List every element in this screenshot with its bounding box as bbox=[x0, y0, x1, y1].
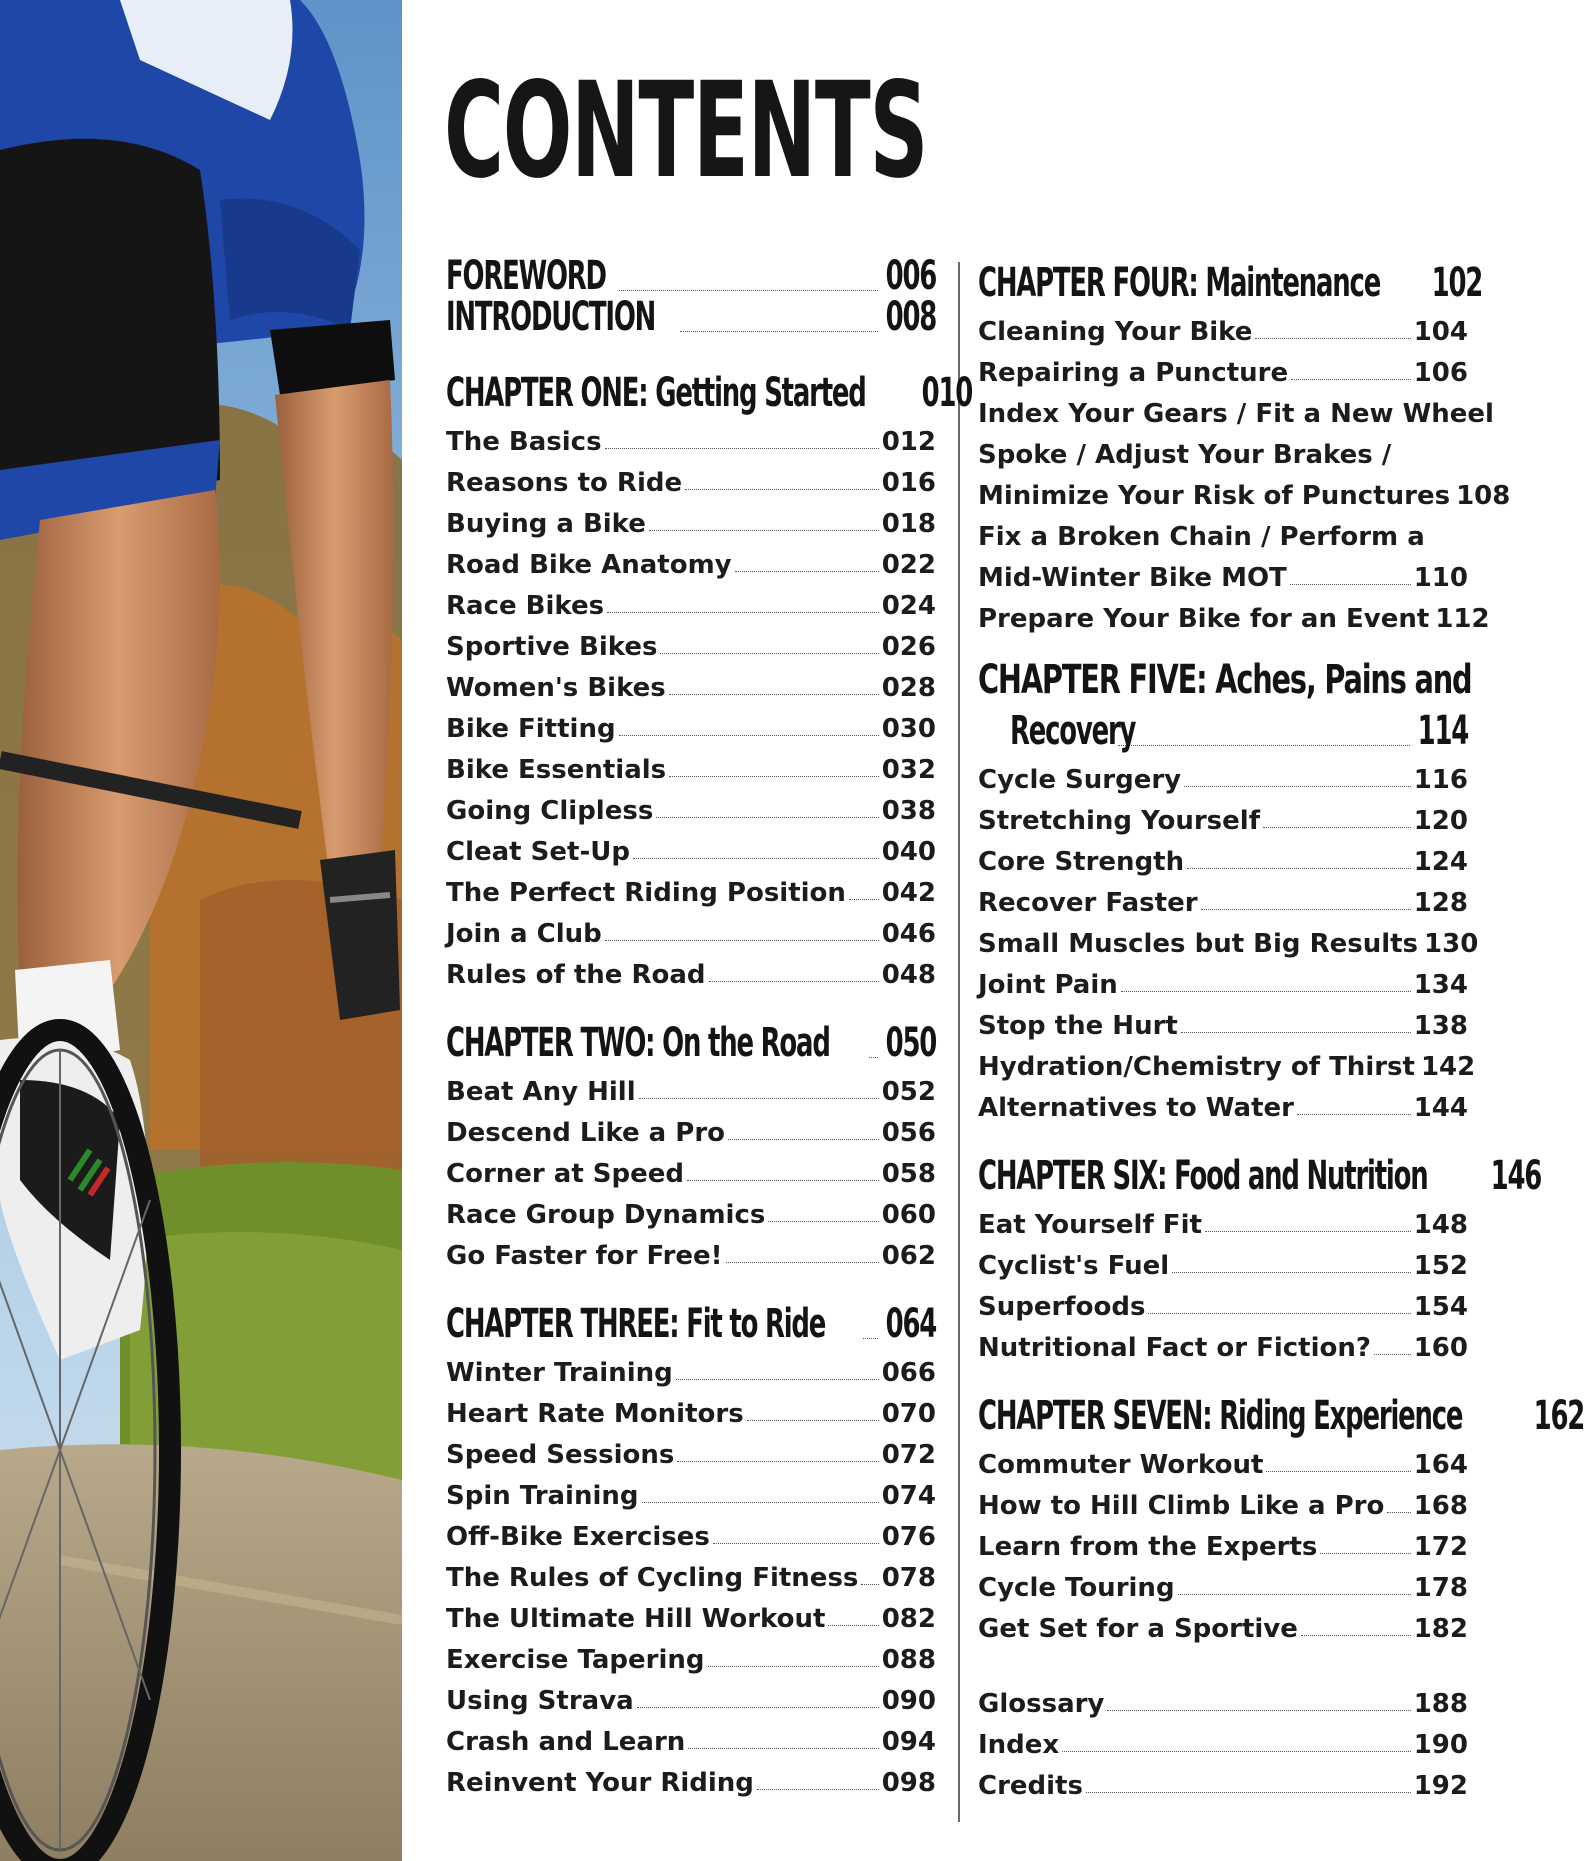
dot-leader bbox=[619, 290, 878, 291]
entry-title: Learn from the Experts bbox=[978, 1532, 1318, 1562]
page-number: 028 bbox=[881, 673, 936, 703]
toc-entry[interactable] bbox=[978, 836, 1468, 877]
chapter-heading[interactable] bbox=[446, 1018, 936, 1066]
chapter-name: Getting Started bbox=[655, 370, 866, 416]
section-gap bbox=[446, 1271, 936, 1299]
dot-leader bbox=[605, 940, 879, 941]
entry-title: Small Muscles but Big Results bbox=[978, 929, 1419, 959]
front-matter-entry[interactable] bbox=[446, 294, 936, 340]
section-gap bbox=[978, 1363, 1468, 1391]
dot-leader bbox=[1291, 379, 1411, 380]
dot-leader bbox=[1374, 1354, 1411, 1355]
section-gap bbox=[446, 990, 936, 1018]
page-number: 088 bbox=[881, 1645, 936, 1675]
entry-title: Heart Rate Monitors bbox=[446, 1399, 744, 1429]
entry-title: Superfoods bbox=[978, 1292, 1146, 1322]
toc-entry[interactable] bbox=[446, 1388, 936, 1429]
dot-leader bbox=[1181, 1032, 1411, 1033]
dot-leader bbox=[1148, 1313, 1410, 1314]
entry-title: The Perfect Riding Position bbox=[446, 878, 846, 908]
entry-title: Bike Fitting bbox=[446, 714, 616, 744]
entry-title: Index bbox=[978, 1730, 1060, 1760]
dot-leader bbox=[849, 899, 879, 900]
page-number: 192 bbox=[1413, 1771, 1468, 1801]
section-gap bbox=[978, 1123, 1468, 1151]
dot-leader bbox=[633, 858, 879, 859]
entry-title: Speed Sessions bbox=[446, 1440, 675, 1470]
page-number: 102 bbox=[1431, 260, 1482, 306]
toc-entry[interactable] bbox=[978, 1678, 1468, 1719]
dot-leader bbox=[656, 817, 878, 818]
chapter-title bbox=[978, 1153, 1427, 1199]
entry-title: Credits bbox=[978, 1771, 1083, 1801]
dot-leader bbox=[726, 1262, 879, 1263]
page-number: 120 bbox=[1413, 806, 1468, 836]
toc-entry[interactable] bbox=[978, 1082, 1468, 1123]
section-gap bbox=[978, 1644, 1468, 1678]
page-number: 178 bbox=[1413, 1573, 1468, 1603]
dot-leader bbox=[768, 1221, 878, 1222]
entry-title: Joint Pain bbox=[978, 970, 1118, 1000]
chapter-heading[interactable] bbox=[978, 258, 1482, 306]
toc-right-column bbox=[978, 258, 1585, 1801]
toc-entry[interactable] bbox=[446, 785, 936, 826]
page-number: 026 bbox=[881, 632, 936, 662]
entry-title: Road Bike Anatomy bbox=[446, 550, 732, 580]
page-number: 016 bbox=[881, 468, 936, 498]
toc-entry[interactable] bbox=[446, 662, 936, 703]
dot-leader bbox=[676, 1379, 879, 1380]
toc-entry[interactable] bbox=[446, 1107, 936, 1148]
page-number: 012 bbox=[881, 427, 936, 457]
toc-entry-wrapped-line[interactable]: Index Your Gears / Fit a New Wheel bbox=[978, 399, 1494, 429]
chapter-label: CHAPTER ONE: bbox=[446, 370, 648, 416]
toc-entry[interactable] bbox=[446, 457, 936, 498]
dot-leader bbox=[1290, 584, 1411, 585]
entry-title: Using Strava bbox=[446, 1686, 634, 1716]
toc-entry-wrapped-line[interactable]: Fix a Broken Chain / Perform a bbox=[978, 522, 1425, 552]
page-number: 082 bbox=[881, 1604, 936, 1634]
entry-title: Commuter Workout bbox=[978, 1450, 1264, 1480]
dot-leader bbox=[747, 1420, 879, 1421]
page-number: 160 bbox=[1413, 1333, 1468, 1363]
page-number: 074 bbox=[881, 1481, 936, 1511]
page-number: 032 bbox=[881, 755, 936, 785]
toc-entry[interactable] bbox=[978, 918, 1479, 959]
toc-entry[interactable] bbox=[446, 1675, 936, 1716]
page-number: 030 bbox=[881, 714, 936, 744]
page-number: 064 bbox=[885, 1301, 936, 1347]
entry-title: Reinvent Your Riding bbox=[446, 1768, 754, 1798]
toc-entry[interactable] bbox=[978, 1603, 1468, 1644]
page-number: 188 bbox=[1413, 1689, 1468, 1719]
toc-entry[interactable] bbox=[978, 1041, 1476, 1082]
toc-entry[interactable] bbox=[978, 1439, 1468, 1480]
entry-title: The Rules of Cycling Fitness bbox=[446, 1563, 859, 1593]
toc-entry[interactable] bbox=[446, 539, 936, 580]
dot-leader bbox=[687, 1180, 879, 1181]
dot-leader bbox=[649, 530, 879, 531]
page-number: 050 bbox=[885, 1020, 936, 1066]
dot-leader bbox=[869, 1057, 878, 1058]
dot-leader bbox=[1297, 1114, 1411, 1115]
toc-entry[interactable] bbox=[978, 1562, 1468, 1603]
chapter-name: Riding Experience bbox=[1219, 1393, 1463, 1439]
page-number: 058 bbox=[881, 1159, 936, 1189]
page-number: 070 bbox=[881, 1399, 936, 1429]
dot-leader bbox=[680, 331, 877, 332]
page-number: 152 bbox=[1413, 1251, 1468, 1281]
entry-title: Recover Faster bbox=[978, 888, 1198, 918]
chapter-label: CHAPTER SEVEN: bbox=[978, 1393, 1212, 1439]
entry-title: Repairing a Puncture bbox=[978, 358, 1289, 388]
chapter-heading[interactable] bbox=[978, 1151, 1541, 1199]
page-number: 052 bbox=[881, 1077, 936, 1107]
entry-title: Descend Like a Pro bbox=[446, 1118, 726, 1148]
toc-entry[interactable] bbox=[446, 1429, 936, 1470]
toc-entry[interactable] bbox=[446, 908, 936, 949]
entry-title: How to Hill Climb Like a Pro bbox=[978, 1491, 1385, 1521]
dot-leader bbox=[1118, 745, 1410, 746]
chapter-name: Food and Nutrition bbox=[1174, 1153, 1428, 1199]
page-number: 168 bbox=[1413, 1491, 1468, 1521]
toc-entry[interactable] bbox=[446, 867, 936, 908]
chapter-title bbox=[978, 260, 1380, 306]
page-number: 172 bbox=[1413, 1532, 1468, 1562]
chapter-name: Maintenance bbox=[1205, 260, 1381, 306]
toc-entry[interactable] bbox=[446, 949, 936, 990]
toc-entry[interactable] bbox=[978, 1322, 1468, 1363]
chapter-heading[interactable] bbox=[446, 368, 972, 416]
page-number: 038 bbox=[881, 796, 936, 826]
cyclist-photo bbox=[0, 0, 402, 1861]
toc-entry[interactable] bbox=[978, 306, 1468, 347]
page-number: 018 bbox=[881, 509, 936, 539]
chapter-heading[interactable] bbox=[446, 1299, 936, 1347]
dot-leader bbox=[713, 1543, 879, 1544]
front-matter-title: INTRODUCTION bbox=[446, 294, 656, 340]
toc-entry[interactable] bbox=[446, 1757, 936, 1798]
section-gap bbox=[446, 340, 936, 368]
toc-left-column bbox=[446, 253, 972, 1798]
entry-title: Off-Bike Exercises bbox=[446, 1522, 710, 1552]
page-number: 190 bbox=[1413, 1730, 1468, 1760]
entry-title: Get Set for a Sportive bbox=[978, 1614, 1298, 1644]
page-number: 078 bbox=[881, 1563, 936, 1593]
chapter-label: CHAPTER THREE: bbox=[446, 1301, 679, 1347]
entry-title: Going Clipless bbox=[446, 796, 654, 826]
chapter-label: CHAPTER TWO: bbox=[446, 1020, 655, 1066]
dot-leader bbox=[1255, 338, 1410, 339]
entry-title: Prepare Your Bike for an Event bbox=[978, 604, 1430, 634]
dot-leader bbox=[1121, 991, 1411, 992]
dot-leader bbox=[1107, 1710, 1410, 1711]
page-number: 098 bbox=[881, 1768, 936, 1798]
toc-entry[interactable] bbox=[446, 1716, 936, 1757]
dot-leader bbox=[1301, 1635, 1411, 1636]
toc-entry[interactable] bbox=[978, 1480, 1468, 1521]
chapter-name: Aches, Pains and bbox=[1215, 657, 1472, 703]
entry-title: Mid-Winter Bike MOT bbox=[978, 563, 1287, 593]
page-number: 042 bbox=[881, 878, 936, 908]
toc-entry[interactable] bbox=[446, 1230, 936, 1271]
page-number: 128 bbox=[1413, 888, 1468, 918]
dot-leader bbox=[828, 1625, 878, 1626]
toc-entry[interactable] bbox=[446, 826, 936, 867]
chapter-label: CHAPTER FIVE: bbox=[978, 657, 1207, 703]
dot-leader bbox=[757, 1789, 879, 1790]
dot-leader bbox=[1178, 1594, 1411, 1595]
entry-title: Cleat Set-Up bbox=[446, 837, 630, 867]
chapter-title bbox=[446, 370, 866, 416]
page-number: 108 bbox=[1456, 481, 1511, 511]
page-number: 090 bbox=[881, 1686, 936, 1716]
entry-title: Sportive Bikes bbox=[446, 632, 658, 662]
toc-entry[interactable] bbox=[446, 580, 936, 621]
dot-leader bbox=[1172, 1272, 1411, 1273]
page-number: 144 bbox=[1413, 1093, 1468, 1123]
column-divider bbox=[958, 262, 960, 1822]
page-number: 112 bbox=[1435, 604, 1490, 634]
dot-leader bbox=[1184, 786, 1411, 787]
page-number: 146 bbox=[1490, 1153, 1541, 1199]
toc-entry[interactable] bbox=[978, 593, 1490, 634]
entry-title: The Basics bbox=[446, 427, 602, 457]
page-number: 072 bbox=[881, 1440, 936, 1470]
entry-title: Nutritional Fact or Fiction? bbox=[978, 1333, 1371, 1363]
toc-entry[interactable] bbox=[446, 1593, 936, 1634]
entry-title: Exercise Tapering bbox=[446, 1645, 705, 1675]
toc-entry-wrapped-line[interactable]: Spoke / Adjust Your Brakes / bbox=[978, 440, 1392, 470]
dot-leader bbox=[660, 653, 878, 654]
dot-leader bbox=[735, 571, 879, 572]
toc-entry[interactable] bbox=[446, 1189, 936, 1230]
entry-title: The Ultimate Hill Workout bbox=[446, 1604, 826, 1634]
dot-leader bbox=[863, 1338, 878, 1339]
chapter-heading-line-2[interactable] bbox=[978, 706, 1468, 754]
page-title: CONTENTS bbox=[444, 54, 928, 208]
entry-title: Eat Yourself Fit bbox=[978, 1210, 1202, 1240]
page-number: 024 bbox=[881, 591, 936, 621]
page-number: 046 bbox=[881, 919, 936, 949]
dot-leader bbox=[605, 448, 879, 449]
toc-entry[interactable] bbox=[446, 1470, 936, 1511]
page-number: 056 bbox=[881, 1118, 936, 1148]
page-number: 008 bbox=[885, 294, 936, 340]
entry-title: Winter Training bbox=[446, 1358, 673, 1388]
page-number: 138 bbox=[1413, 1011, 1468, 1041]
page-number: 022 bbox=[881, 550, 936, 580]
toc-entry[interactable] bbox=[446, 744, 936, 785]
entry-title: Cycle Touring bbox=[978, 1573, 1175, 1603]
page-number: 010 bbox=[921, 370, 972, 416]
dot-leader bbox=[709, 981, 879, 982]
dot-leader bbox=[861, 1584, 878, 1585]
toc-entry[interactable] bbox=[978, 347, 1468, 388]
page-number: 094 bbox=[881, 1727, 936, 1757]
toc-entry[interactable] bbox=[978, 1000, 1468, 1041]
toc-entry[interactable] bbox=[446, 1148, 936, 1189]
toc-entry[interactable] bbox=[978, 959, 1468, 1000]
entry-title: Cleaning Your Bike bbox=[978, 317, 1253, 347]
toc-entry[interactable] bbox=[446, 498, 936, 539]
page-number: 148 bbox=[1413, 1210, 1468, 1240]
dot-leader bbox=[685, 489, 879, 490]
page-number: 106 bbox=[1413, 358, 1468, 388]
entry-title: Corner at Speed bbox=[446, 1159, 685, 1189]
chapter-name: On the Road bbox=[662, 1020, 830, 1066]
chapter-name: Fit to Ride bbox=[686, 1301, 826, 1347]
chapter-label: CHAPTER FOUR: bbox=[978, 260, 1198, 306]
entry-title: Core Strength bbox=[978, 847, 1185, 877]
toc-entry[interactable] bbox=[978, 1719, 1468, 1760]
chapter-title bbox=[978, 657, 1471, 703]
dot-leader bbox=[619, 735, 879, 736]
chapter-heading[interactable] bbox=[978, 1391, 1585, 1439]
toc-entry[interactable] bbox=[978, 754, 1468, 795]
toc-entry[interactable] bbox=[446, 621, 936, 662]
dot-leader bbox=[669, 694, 879, 695]
entry-title: Join a Club bbox=[446, 919, 602, 949]
toc-entry[interactable] bbox=[978, 1521, 1468, 1562]
dot-leader bbox=[1187, 868, 1411, 869]
dot-leader bbox=[1205, 1231, 1411, 1232]
entry-title: Crash and Learn bbox=[446, 1727, 686, 1757]
toc-entry[interactable] bbox=[978, 795, 1468, 836]
entry-title: Buying a Bike bbox=[446, 509, 646, 539]
entry-title: Bike Essentials bbox=[446, 755, 667, 785]
dot-leader bbox=[1263, 827, 1411, 828]
toc-entry[interactable] bbox=[978, 1199, 1468, 1240]
page-number: 142 bbox=[1420, 1052, 1476, 1082]
toc-entry[interactable] bbox=[446, 1347, 936, 1388]
entry-title: Minimize Your Risk of Punctures bbox=[978, 481, 1451, 511]
page-number: 040 bbox=[881, 837, 936, 867]
entry-title: Alternatives to Water bbox=[978, 1093, 1294, 1123]
entry-title: Stop the Hurt bbox=[978, 1011, 1178, 1041]
dot-leader bbox=[688, 1748, 878, 1749]
chapter-name-continued: Recovery bbox=[1010, 708, 1136, 754]
entry-title: Women's Bikes bbox=[446, 673, 666, 703]
entry-title: Spin Training bbox=[446, 1481, 639, 1511]
chapter-label: CHAPTER SIX: bbox=[978, 1153, 1167, 1199]
dot-leader bbox=[1266, 1471, 1410, 1472]
page-number: 116 bbox=[1413, 765, 1468, 795]
page-number: 124 bbox=[1413, 847, 1468, 877]
dot-leader bbox=[677, 1461, 878, 1462]
dot-leader bbox=[642, 1502, 879, 1503]
toc-entry[interactable] bbox=[978, 552, 1468, 593]
toc-entry[interactable] bbox=[978, 1760, 1468, 1801]
toc-entry[interactable] bbox=[446, 1511, 936, 1552]
toc-entry[interactable] bbox=[446, 1066, 936, 1107]
entry-title: Cyclist's Fuel bbox=[978, 1251, 1170, 1281]
entry-title: Race Group Dynamics bbox=[446, 1200, 766, 1230]
toc-entry[interactable] bbox=[978, 877, 1468, 918]
chapter-title bbox=[446, 1020, 830, 1066]
page-number: 006 bbox=[885, 253, 936, 299]
dot-leader bbox=[708, 1666, 879, 1667]
page-number: 164 bbox=[1413, 1450, 1468, 1480]
chapter-heading-line-1[interactable] bbox=[978, 657, 1472, 706]
page-number: 162 bbox=[1534, 1393, 1585, 1439]
dot-leader bbox=[1062, 1751, 1411, 1752]
entry-title: Race Bikes bbox=[446, 591, 605, 621]
entry-title: Reasons to Ride bbox=[446, 468, 683, 498]
dot-leader bbox=[1320, 1553, 1410, 1554]
page-number: 154 bbox=[1413, 1292, 1468, 1322]
entry-title: Hydration/Chemistry of Thirst bbox=[978, 1052, 1415, 1082]
dot-leader bbox=[639, 1098, 879, 1099]
chapter-title bbox=[446, 1301, 825, 1347]
toc-entry[interactable] bbox=[446, 703, 936, 744]
dot-leader bbox=[1201, 909, 1411, 910]
toc-entry[interactable] bbox=[978, 1281, 1468, 1322]
front-matter-entry[interactable] bbox=[446, 253, 936, 299]
page-number: 114 bbox=[1417, 708, 1468, 754]
dot-leader bbox=[637, 1707, 879, 1708]
toc-entry[interactable] bbox=[446, 416, 936, 457]
toc-entry[interactable] bbox=[978, 470, 1511, 511]
entry-title: Go Faster for Free! bbox=[446, 1241, 723, 1271]
page-number: 134 bbox=[1413, 970, 1468, 1000]
toc-entry[interactable] bbox=[446, 1634, 936, 1675]
page-number: 060 bbox=[881, 1200, 936, 1230]
page-number: 182 bbox=[1413, 1614, 1468, 1644]
entry-title: Glossary bbox=[978, 1689, 1105, 1719]
entry-title: Stretching Yourself bbox=[978, 806, 1261, 836]
dot-leader bbox=[728, 1139, 879, 1140]
entry-title: Beat Any Hill bbox=[446, 1077, 636, 1107]
page-number: 104 bbox=[1413, 317, 1468, 347]
dot-leader bbox=[607, 612, 879, 613]
page-number: 110 bbox=[1413, 563, 1468, 593]
page-number: 062 bbox=[881, 1241, 936, 1271]
page-number: 130 bbox=[1424, 929, 1479, 959]
entry-title: Cycle Surgery bbox=[978, 765, 1182, 795]
page-number: 066 bbox=[881, 1358, 936, 1388]
entry-title: Rules of the Road bbox=[446, 960, 706, 990]
front-matter-title: FOREWORD bbox=[446, 253, 606, 299]
dot-leader bbox=[1086, 1792, 1411, 1793]
toc-entry[interactable] bbox=[446, 1552, 936, 1593]
cyclist-illustration bbox=[0, 0, 402, 1861]
page-number: 048 bbox=[881, 960, 936, 990]
chapter-title bbox=[978, 1393, 1462, 1439]
page-number: 076 bbox=[881, 1522, 936, 1552]
dot-leader bbox=[1387, 1512, 1410, 1513]
dot-leader bbox=[669, 776, 879, 777]
toc-entry[interactable] bbox=[978, 1240, 1468, 1281]
